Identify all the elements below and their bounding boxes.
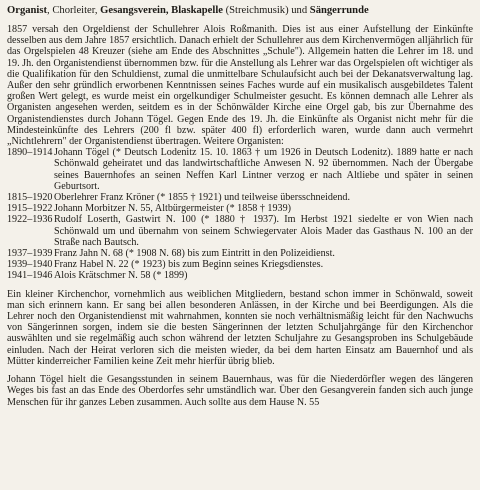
organist-entry (7, 147, 473, 192)
heading-chorleiter: , Chorleiter, (47, 5, 101, 16)
organist-entry (7, 214, 473, 248)
organist-entry (7, 259, 473, 270)
organist-entry (7, 203, 473, 214)
organist-text: Alois Krätschmer N. 58 (* 1899) (54, 270, 188, 282)
organist-years: 1815–1920 (7, 192, 53, 204)
organist-years: 1915–1922 (7, 203, 53, 215)
organist-text: Oberlehrer Franz Kröner (* 1855 † 1921) und teilweise übersschneidend. (54, 192, 350, 204)
paragraph-organist-history: 1857 versah den Orgeldienst der Schullehrer Alois Roßmanith. Dies ist aus einer Aufstellung der Einkünfte desselben aus dem Jahre 1857 ersichtlich. Danach erhielt der Schullehrer aus dem Kirchenvermögen alljährlich für das Orgelspielen 48 Kreuzer (siehe am Ende des Abschnittes „Schule"). Allgemein hatten die Lehrer im 18. und 19. Jh. den Organistendienst übernommen bzw. für die Anstellung als Lehrer war das Orgelspielen oft wichtiger als die Qualifikation für den Schuldienst, zumal die unmittelbare Schulaufsicht auch bei der Dekanatsverwaltung lag. Außer den sehr gründlich erworbenen Kenntnissen seines Faches wurde auf ein musikalisch ausgebildetes Talent großen Wert gelegt, es wurde meist ein orgelkundiger Schulmeister gesucht. Es können demnach alle Lehrer als Organisten angesehen werden, seitdem es in der Schönwälder Kirche eine Orgel gab, bis zur Übernahme des Organistendienstes durch Johann Tögel. Gegen Ende des 19. Jh. die Einkünfte als Organist nicht mehr für die Mindesteinkünfte des Lehrers (200 fl bzw. später 400 fl) erforderlich waren, wurde dann auch vermehrt „Nichtlehrern" der Organistendienst übertragen. Weitere Organisten: (7, 24, 473, 148)
organist-list (7, 147, 473, 281)
organist-entry (7, 192, 473, 203)
organist-years: 1937–1939 (7, 248, 53, 260)
organist-entry (7, 270, 473, 281)
organist-text: Rudolf Loserth, Gastwirt N. 100 (* 1880 † 1937). Im Herbst 1921 siedelte er von Wien nach Schönwald um und übernahm von seinem Schwiegervater Alois Mader das Gasthaus N. 100 an der Straße nach Bautsch. (54, 214, 473, 248)
organist-years: 1941–1946 (7, 270, 53, 282)
organist-years: 1922–1936 (7, 214, 53, 226)
heading-streichmusik: (Streichmusik) und (222, 5, 310, 16)
heading-gesangsverein: Gesangsverein, Blaskapelle (100, 5, 223, 16)
organist-years: 1939–1940 (7, 259, 53, 271)
paragraph-kirchenchor: Ein kleiner Kirchenchor, vornehmlich aus weiblichen Mitgliedern, bestand schon immer in Schönwald, soweit man sich erinnern kann. Er sang bei allen besonderen Anlässen, in der Kirche und bei Beerdigungen. Als die Lehrer noch den Organistendienst mit wahrnahmen, konnten sie noch verhältnismäßig leicht für den Nachwuchs von Sängerinnen sorgen, indem sie die besten Sängerinnen der letzten Schuljahrgänge für den Kirchenchor auswählten und sie regelmäßig auch schon während der letzten Schuljahre zu Gesangsproben ins Schulgebäude einluden. Nach der Heirat verloren sich die meisten wieder, da bei dem harten Einsatz am Bauernhof und als Mütter kinderreicher Familien keine Zeit mehr hierfür übrig blieb. (7, 288, 473, 367)
heading-organist: Organist (7, 5, 48, 16)
organist-entry (7, 248, 473, 259)
organist-years: 1890–1914 (7, 147, 53, 159)
organist-text: Johann Tögel (* Deutsch Lodenitz 15. 10. 1863 † um 1926 in Deutsch Lodenitz). 1889 hatte er nach Schönwald geheiratet und das landwirtschaftliche Anwesen N. 92 übernommen. Nach der Übergabe seines Bauernhofes an seinen Neffen Karl Lintner verzog er nach Altliebe und später in seinen Geburtsort. (54, 147, 473, 192)
paragraph-gesangsstunden: Johann Tögel hielt die Gesangsstunden in seinem Bauernhaus, was für die Niederdörfler wegen des längeren Weges bis fast an das Ende des Oberdorfes sehr umständlich war. Über den Gesangverein fanden sich auch junge Menschen für ihr ganzes Leben zusammen. Auch sollte aus dem Hause N. 55 (7, 374, 473, 408)
section-heading (7, 4, 473, 18)
organist-text: Franz Habel N. 22 (* 1923) bis zum Beginn seines Kriegsdienstes. (54, 259, 324, 271)
organist-text: Franz Jahn N. 68 (* 1908 N. 68) bis zum Eintritt in den Polizeidienst. (54, 248, 335, 260)
heading-saengerrunde: Sängerrunde (309, 5, 369, 16)
organist-text: Johann Morbitzer N. 55, Altbürgermeister (* 1858 † 1939) (54, 203, 291, 215)
